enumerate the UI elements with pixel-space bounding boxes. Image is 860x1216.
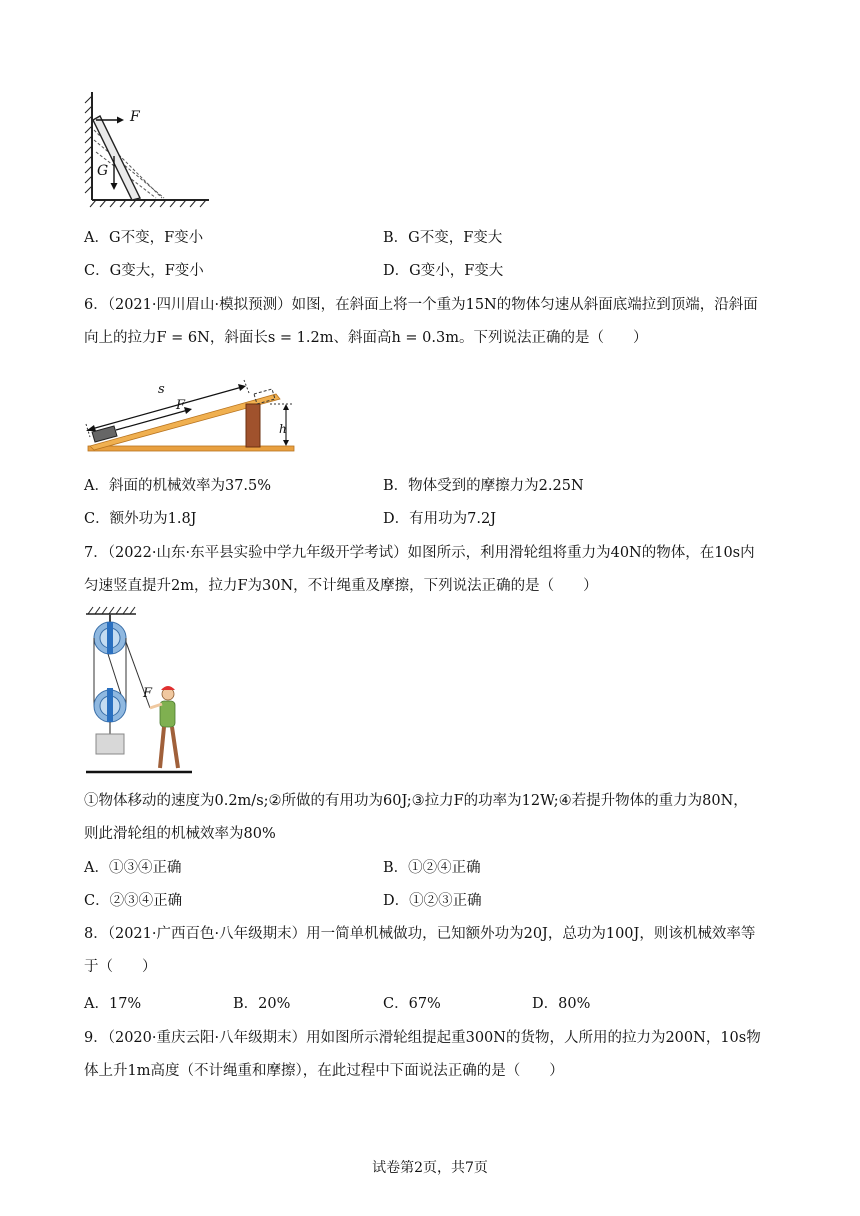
q8-option-b: B．20% xyxy=(233,996,291,1012)
q9-stem-line2: 体上升1m高度（不计绳重和摩擦），在此过程中下面说法正确的是（ ） xyxy=(84,1063,564,1079)
q7-option-a: A．①③④正确 xyxy=(84,860,182,876)
q6-option-b: B．物体受到的摩擦力为2.25N xyxy=(383,478,584,494)
q8-stem-line2: 于（ ） xyxy=(84,959,157,975)
q5-figure-rod-against-wall xyxy=(84,90,214,208)
q5-option-d: D．G变小，F变大 xyxy=(383,263,504,279)
q6-option-d: D．有用功为7.2J xyxy=(383,511,497,527)
q5-option-a: A．G不变，F变小 xyxy=(84,230,204,246)
q7-option-d: D．①②③正确 xyxy=(383,893,482,909)
q6-stem-line1: 6．（2021·四川眉山·模拟预测）如图，在斜面上将一个重为15N的物体匀速从斜面底端拉到顶端，沿斜面 xyxy=(84,297,758,313)
q7-stem-line2: 匀速竖直提升2m，拉力F为30N，不计绳重及摩擦，下列说法正确的是（ ） xyxy=(84,578,598,594)
q7-option-c: C．②③④正确 xyxy=(84,893,183,909)
q7-force-f-label: F xyxy=(143,686,153,701)
q7-statements-line2: 则此滑轮组的机械效率为80% xyxy=(84,826,276,842)
q8-option-c: C．67% xyxy=(383,996,441,1012)
q5-force-f-label: F xyxy=(130,109,140,125)
q7-figure-pulley-system xyxy=(84,604,194,774)
q5-weight-g-label: G xyxy=(97,163,109,179)
page-footer: 试卷第2页，共7页 xyxy=(372,1160,488,1176)
q6-stem-line2: 向上的拉力F = 6N，斜面长s = 1.2m、斜面高h = 0.3m。下列说法正确的是（ ） xyxy=(84,330,648,346)
q9-stem-line1: 9．（2020·重庆云阳·八年级期末）用如图所示滑轮组提起重300N的货物，人所用的拉力为200N，10s物 xyxy=(84,1030,761,1046)
q5-option-c: C．G变大，F变小 xyxy=(84,263,204,279)
q6-figure-incline xyxy=(84,362,304,458)
q8-option-a: A．17% xyxy=(84,996,142,1012)
q7-stem-line1: 7．（2022·山东·东平县实验中学九年级开学考试）如图所示，利用滑轮组将重力为40N的物体，在10s内 xyxy=(84,545,755,561)
q7-option-b: B．①②④正确 xyxy=(383,860,481,876)
q6-force-f-label: F xyxy=(176,398,186,413)
q5-option-b: B．G不变，F变大 xyxy=(383,230,503,246)
q6-length-s-label: s xyxy=(158,382,165,397)
q6-height-h-label: h xyxy=(279,422,287,436)
q6-option-a: A．斜面的机械效率为37.5% xyxy=(84,478,272,494)
q8-stem-line1: 8．（2021·广西百色·八年级期末）用一简单机械做功，已知额外功为20J，总功为100J，则该机械效率等 xyxy=(84,926,756,942)
q8-option-d: D．80% xyxy=(532,996,591,1012)
q7-statements-line1: ①物体移动的速度为0.2m/s;②所做的有用功为60J;③拉力F的功率为12W;④若提升物体的重力为80N， xyxy=(84,793,748,809)
q6-option-c: C．额外功为1.8J xyxy=(84,511,197,527)
